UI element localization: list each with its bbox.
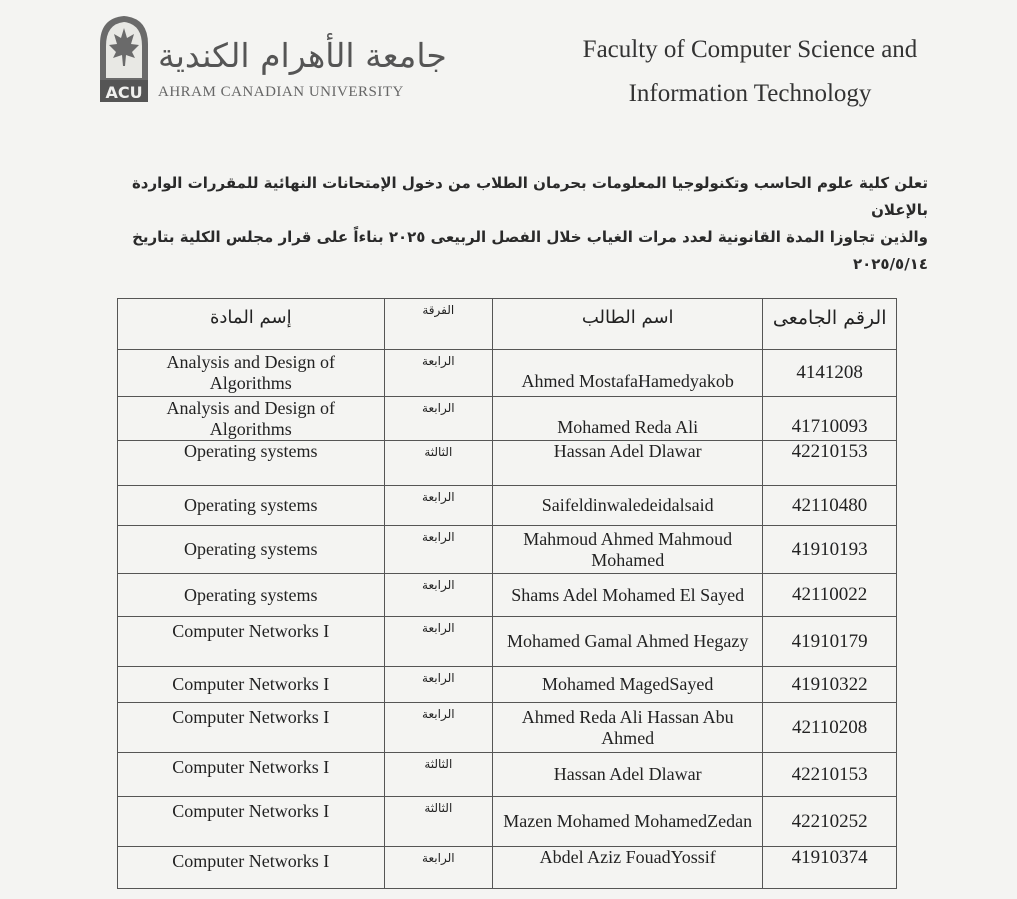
student-id-cell: 4141208: [763, 350, 897, 397]
announcement-line-2: والذين تجاوزا المدة القانونية لعدد مرات الغياب خلال الفصل الربيعى ٢٠٢٥ بناءاً على قرار مجلس الكلية بتاريخ: [132, 228, 928, 246]
year-cell: الثالثة: [384, 753, 492, 797]
student-name-cell: Hassan Adel Dlawar: [493, 441, 763, 486]
student-id-cell: 41710093: [763, 397, 897, 441]
header-student-id: الرقم الجامعى: [763, 299, 897, 350]
table-row: [118, 617, 897, 667]
subject-cell: Computer Networks I: [118, 617, 385, 667]
student-name-cell: Abdel Aziz FouadYossif: [493, 847, 763, 889]
faculty-title-line-2: Information Technology: [628, 80, 872, 107]
subject-cell: Computer Networks I: [118, 847, 385, 889]
subject-cell: Analysis and Design of Algorithms: [118, 397, 385, 441]
student-id-cell: 42210153: [763, 441, 897, 486]
student-name-cell: Ahmed Reda Ali Hassan Abu Ahmed: [493, 703, 763, 753]
subject-cell: Computer Networks I: [118, 667, 385, 703]
student-id-cell: 42210252: [763, 797, 897, 847]
year-cell: الرابعة: [384, 703, 492, 753]
student-id-cell: 41910193: [763, 526, 897, 574]
university-logo: [92, 14, 447, 109]
university-name-english: AHRAM CANADIAN UNIVERSITY: [158, 84, 404, 100]
header-year: الفرقة: [384, 299, 492, 350]
student-id-cell: 42110022: [763, 574, 897, 617]
subject-cell: Operating systems: [118, 574, 385, 617]
header-student-name: اسم الطالب: [493, 299, 763, 350]
year-cell: الرابعة: [384, 847, 492, 889]
year-cell: الرابعة: [384, 574, 492, 617]
faculty-title: [540, 28, 960, 116]
announcement-date: ٢٠٢٥/٥/١٤: [852, 255, 928, 273]
student-name-cell: Shams Adel Mohamed El Sayed: [493, 574, 763, 617]
university-name-arabic: جامعة الأهرام الكندية: [158, 36, 447, 75]
subject-cell: Computer Networks I: [118, 797, 385, 847]
year-cell: الثالثة: [384, 441, 492, 486]
year-cell: الثالثة: [384, 797, 492, 847]
student-name-cell: Mazen Mohamed MohamedZedan: [493, 797, 763, 847]
table-row: [118, 667, 897, 703]
student-name-cell: Saifeldinwaledeidalsaid: [493, 486, 763, 526]
table-row: [118, 574, 897, 617]
subject-cell: Operating systems: [118, 526, 385, 574]
year-cell: الرابعة: [384, 486, 492, 526]
student-name-cell: Hassan Adel Dlawar: [493, 753, 763, 797]
student-id-cell: 42210153: [763, 753, 897, 797]
table-row: [118, 797, 897, 847]
subject-cell: Operating systems: [118, 441, 385, 486]
header-subject: إسم المادة: [118, 299, 385, 350]
table-row: [118, 526, 897, 574]
announcement-text: [120, 170, 928, 278]
table-row: [118, 350, 897, 397]
table-row: [118, 753, 897, 797]
subject-cell: Computer Networks I: [118, 753, 385, 797]
subject-cell: Analysis and Design of Algorithms: [118, 350, 385, 397]
faculty-title-line-1: Faculty of Computer Science and: [582, 36, 918, 63]
student-name-cell: Mohamed Gamal Ahmed Hegazy: [493, 617, 763, 667]
table-row: [118, 441, 897, 486]
student-name-cell: Mahmoud Ahmed Mahmoud Mohamed: [493, 526, 763, 574]
table-row: [118, 486, 897, 526]
year-cell: الرابعة: [384, 397, 492, 441]
year-cell: الرابعة: [384, 526, 492, 574]
announcement-line-1: تعلن كلية علوم الحاسب وتكنولوجيا المعلومات بحرمان الطلاب من دخول الإمتحانات النهائية للمقررات الواردة بالإعلان: [131, 174, 928, 219]
denied-students-table: [117, 298, 897, 889]
table-row: [118, 397, 897, 441]
student-name-cell: Mohamed Reda Ali: [493, 397, 763, 441]
year-cell: الرابعة: [384, 667, 492, 703]
student-id-cell: 41910179: [763, 617, 897, 667]
student-name-cell: Mohamed MagedSayed: [493, 667, 763, 703]
student-id-cell: 42110208: [763, 703, 897, 753]
table-row: [118, 847, 897, 889]
table-header-row: [118, 299, 897, 350]
year-cell: الرابعة: [384, 617, 492, 667]
student-name-cell: Ahmed MostafaHamedyakob: [493, 350, 763, 397]
student-id-cell: 41910322: [763, 667, 897, 703]
logo-abbr: ACU: [105, 83, 143, 102]
year-cell: الرابعة: [384, 350, 492, 397]
student-id-cell: 42110480: [763, 486, 897, 526]
maple-leaf-emblem-icon: [94, 14, 154, 104]
subject-cell: Computer Networks I: [118, 703, 385, 753]
table-row: [118, 703, 897, 753]
student-id-cell: 41910374: [763, 847, 897, 889]
subject-cell: Operating systems: [118, 486, 385, 526]
